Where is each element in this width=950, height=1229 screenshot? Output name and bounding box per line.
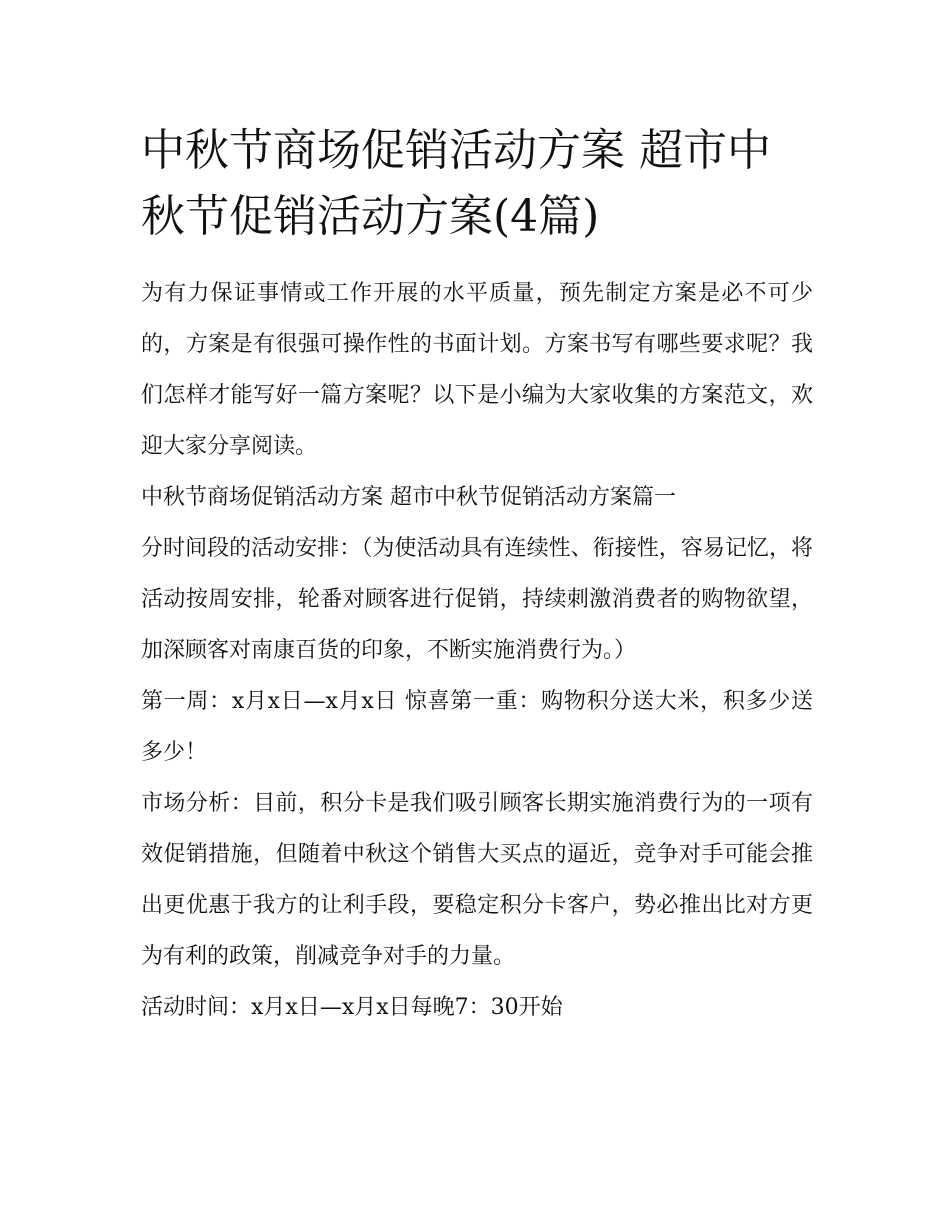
market-analysis-paragraph: 市场分析：目前，积分卡是我们吸引顾客长期实施消费行为的一项有效促销措施，但随着中秋这个销售大买点的逼近，竞争对手可能会推出更优惠于我方的让利手段，要稳定积分卡客户，势必推出比对方更为有利的政策，削减竞争对手的力量。 — [141, 791, 813, 969]
document-body — [141, 118, 813, 1033]
activity-time-paragraph: 活动时间：x月x日—x月x日每晚7：30开始 — [141, 995, 563, 1020]
document-title: 中秋节商场促销活动方案 超市中秋节促销活动方案(4篇) — [141, 125, 771, 242]
week-one-paragraph: 第一周：x月x日—x月x日 惊喜第一重：购物积分送大米，积多少送多少！ — [141, 689, 813, 765]
schedule-paragraph: 分时间段的活动安排：（为使活动具有连续性、衔接性，容易记忆，将活动按周安排，轮番对顾客进行促销，持续刺激消费者的购物欲望，加深顾客对南康百货的印象，不断实施消费行为。） — [141, 536, 813, 663]
intro-paragraph: 为有力保证事情或工作开展的水平质量，预先制定方案是必不可少的，方案是有很强可操作性的书面计划。方案书写有哪些要求呢？我们怎样才能写好一篇方案呢？以下是小编为大家收集的方案范文，欢迎大家分享阅读。 — [141, 281, 813, 459]
section-heading: 中秋节商场促销活动方案 超市中秋节促销活动方案篇一 — [141, 485, 676, 510]
